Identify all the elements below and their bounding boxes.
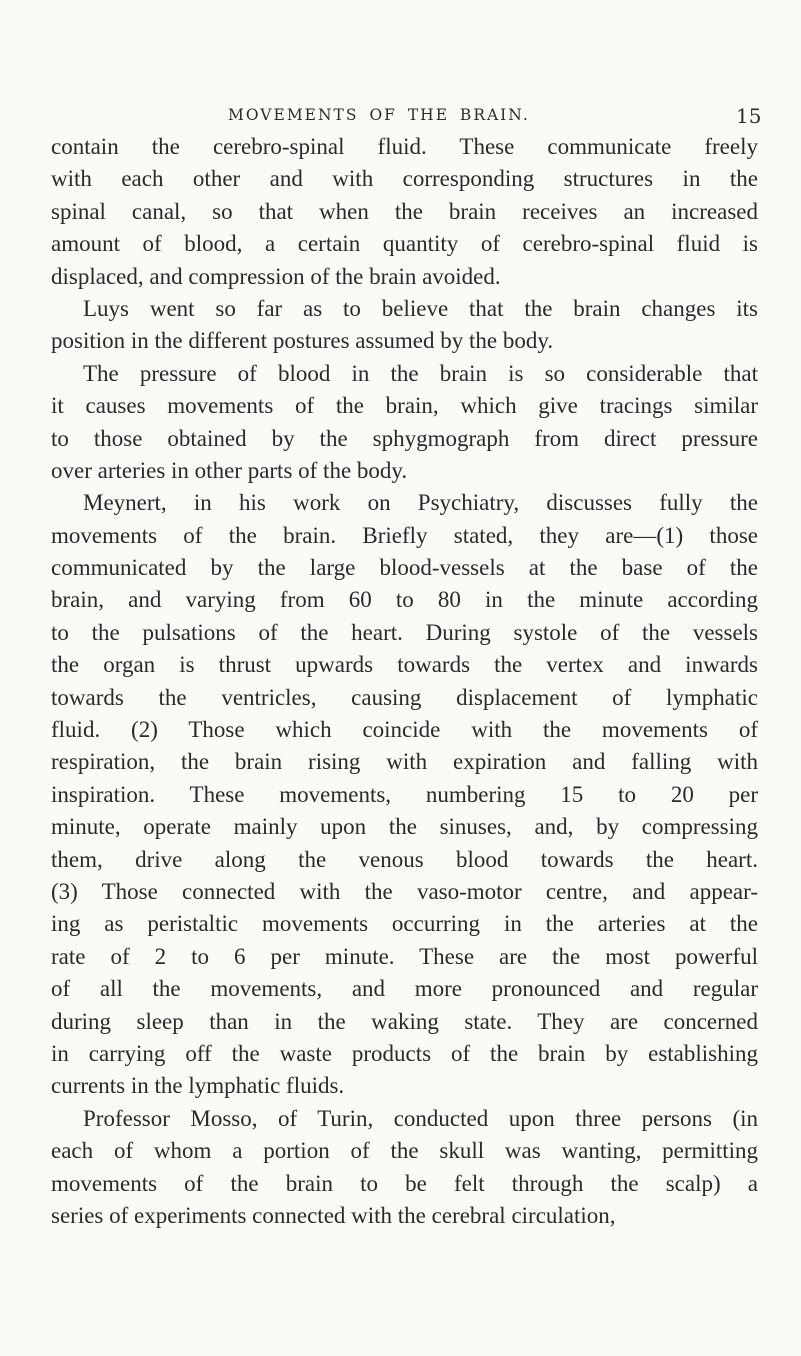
text-line: it causes movements of the brain, which give tracings similar <box>51 393 758 419</box>
text-line: (3) Those connected with the vaso-motor centre, and appear- <box>51 878 758 904</box>
text-line: displaced, and compression of the brain avoided. <box>51 263 501 289</box>
text-line: ing as peristaltic movements occurring in the arteries at the <box>51 911 758 937</box>
text-line: communicated by the large blood-vessels at the base of the <box>51 555 758 581</box>
text-line: movements of the brain. Briefly stated, they are—(1) those <box>51 522 758 548</box>
text-line: over arteries in other parts of the body. <box>51 457 408 483</box>
body-text <box>51 131 758 1232</box>
text-line: with each other and with corresponding structures in the <box>51 166 758 192</box>
text-line: brain, and varying from 60 to 80 in the minute according <box>51 587 758 613</box>
text-line: contain the cerebro-spinal fluid. These communicate freely <box>51 134 758 159</box>
text-line: Luys went so far as to believe that the brain changes its <box>83 295 758 321</box>
text-line: of all the movements, and more pronounced and regular <box>51 976 758 1002</box>
text-line: them, drive along the venous blood towards the heart. <box>51 846 758 872</box>
text-line: during sleep than in the waking state. They are concerned <box>51 1008 758 1034</box>
text-line: each of whom a portion of the skull was wanting, permitting <box>51 1138 758 1164</box>
text-line: Meynert, in his work on Psychiatry, discusses fully the <box>83 490 758 516</box>
text-line: towards the ventricles, causing displacement of lymphatic <box>51 684 758 710</box>
page-number: 15 <box>736 104 762 128</box>
text-line: to those obtained by the sphygmograph from direct pressure <box>51 425 758 451</box>
text-line: minute, operate mainly upon the sinuses, and, by compressing <box>51 814 758 840</box>
text-line: position in the different postures assumed by the body. <box>51 328 554 354</box>
running-head <box>0 106 801 134</box>
text-line: rate of 2 to 6 per minute. These are the most powerful <box>51 943 758 969</box>
text-line: fluid. (2) Those which coincide with the movements of <box>51 717 758 743</box>
text-line: movements of the brain to be felt through the scalp) a <box>51 1170 758 1196</box>
text-line: to the pulsations of the heart. During systole of the vessels <box>51 619 758 645</box>
text-line: the organ is thrust upwards towards the vertex and inwards <box>51 652 758 678</box>
running-title: MOVEMENTS OF THE BRAIN. <box>228 106 530 124</box>
text-line: series of experiments connected with the cerebral circulation, <box>51 1202 616 1228</box>
text-line: spinal canal, so that when the brain receives an increased <box>51 198 758 224</box>
text-line: Professor Mosso, of Turin, conducted upon three persons (in <box>83 1105 758 1131</box>
text-line: respiration, the brain rising with expiration and falling with <box>51 749 758 775</box>
text-line: in carrying off the waste products of the brain by establishing <box>51 1040 758 1066</box>
text-line: The pressure of blood in the brain is so considerable that <box>83 360 758 386</box>
text-line: inspiration. These movements, numbering 15 to 20 per <box>51 781 758 807</box>
text-line: amount of blood, a certain quantity of cerebro-spinal fluid is <box>51 231 758 257</box>
text-line: currents in the lymphatic fluids. <box>51 1073 345 1099</box>
